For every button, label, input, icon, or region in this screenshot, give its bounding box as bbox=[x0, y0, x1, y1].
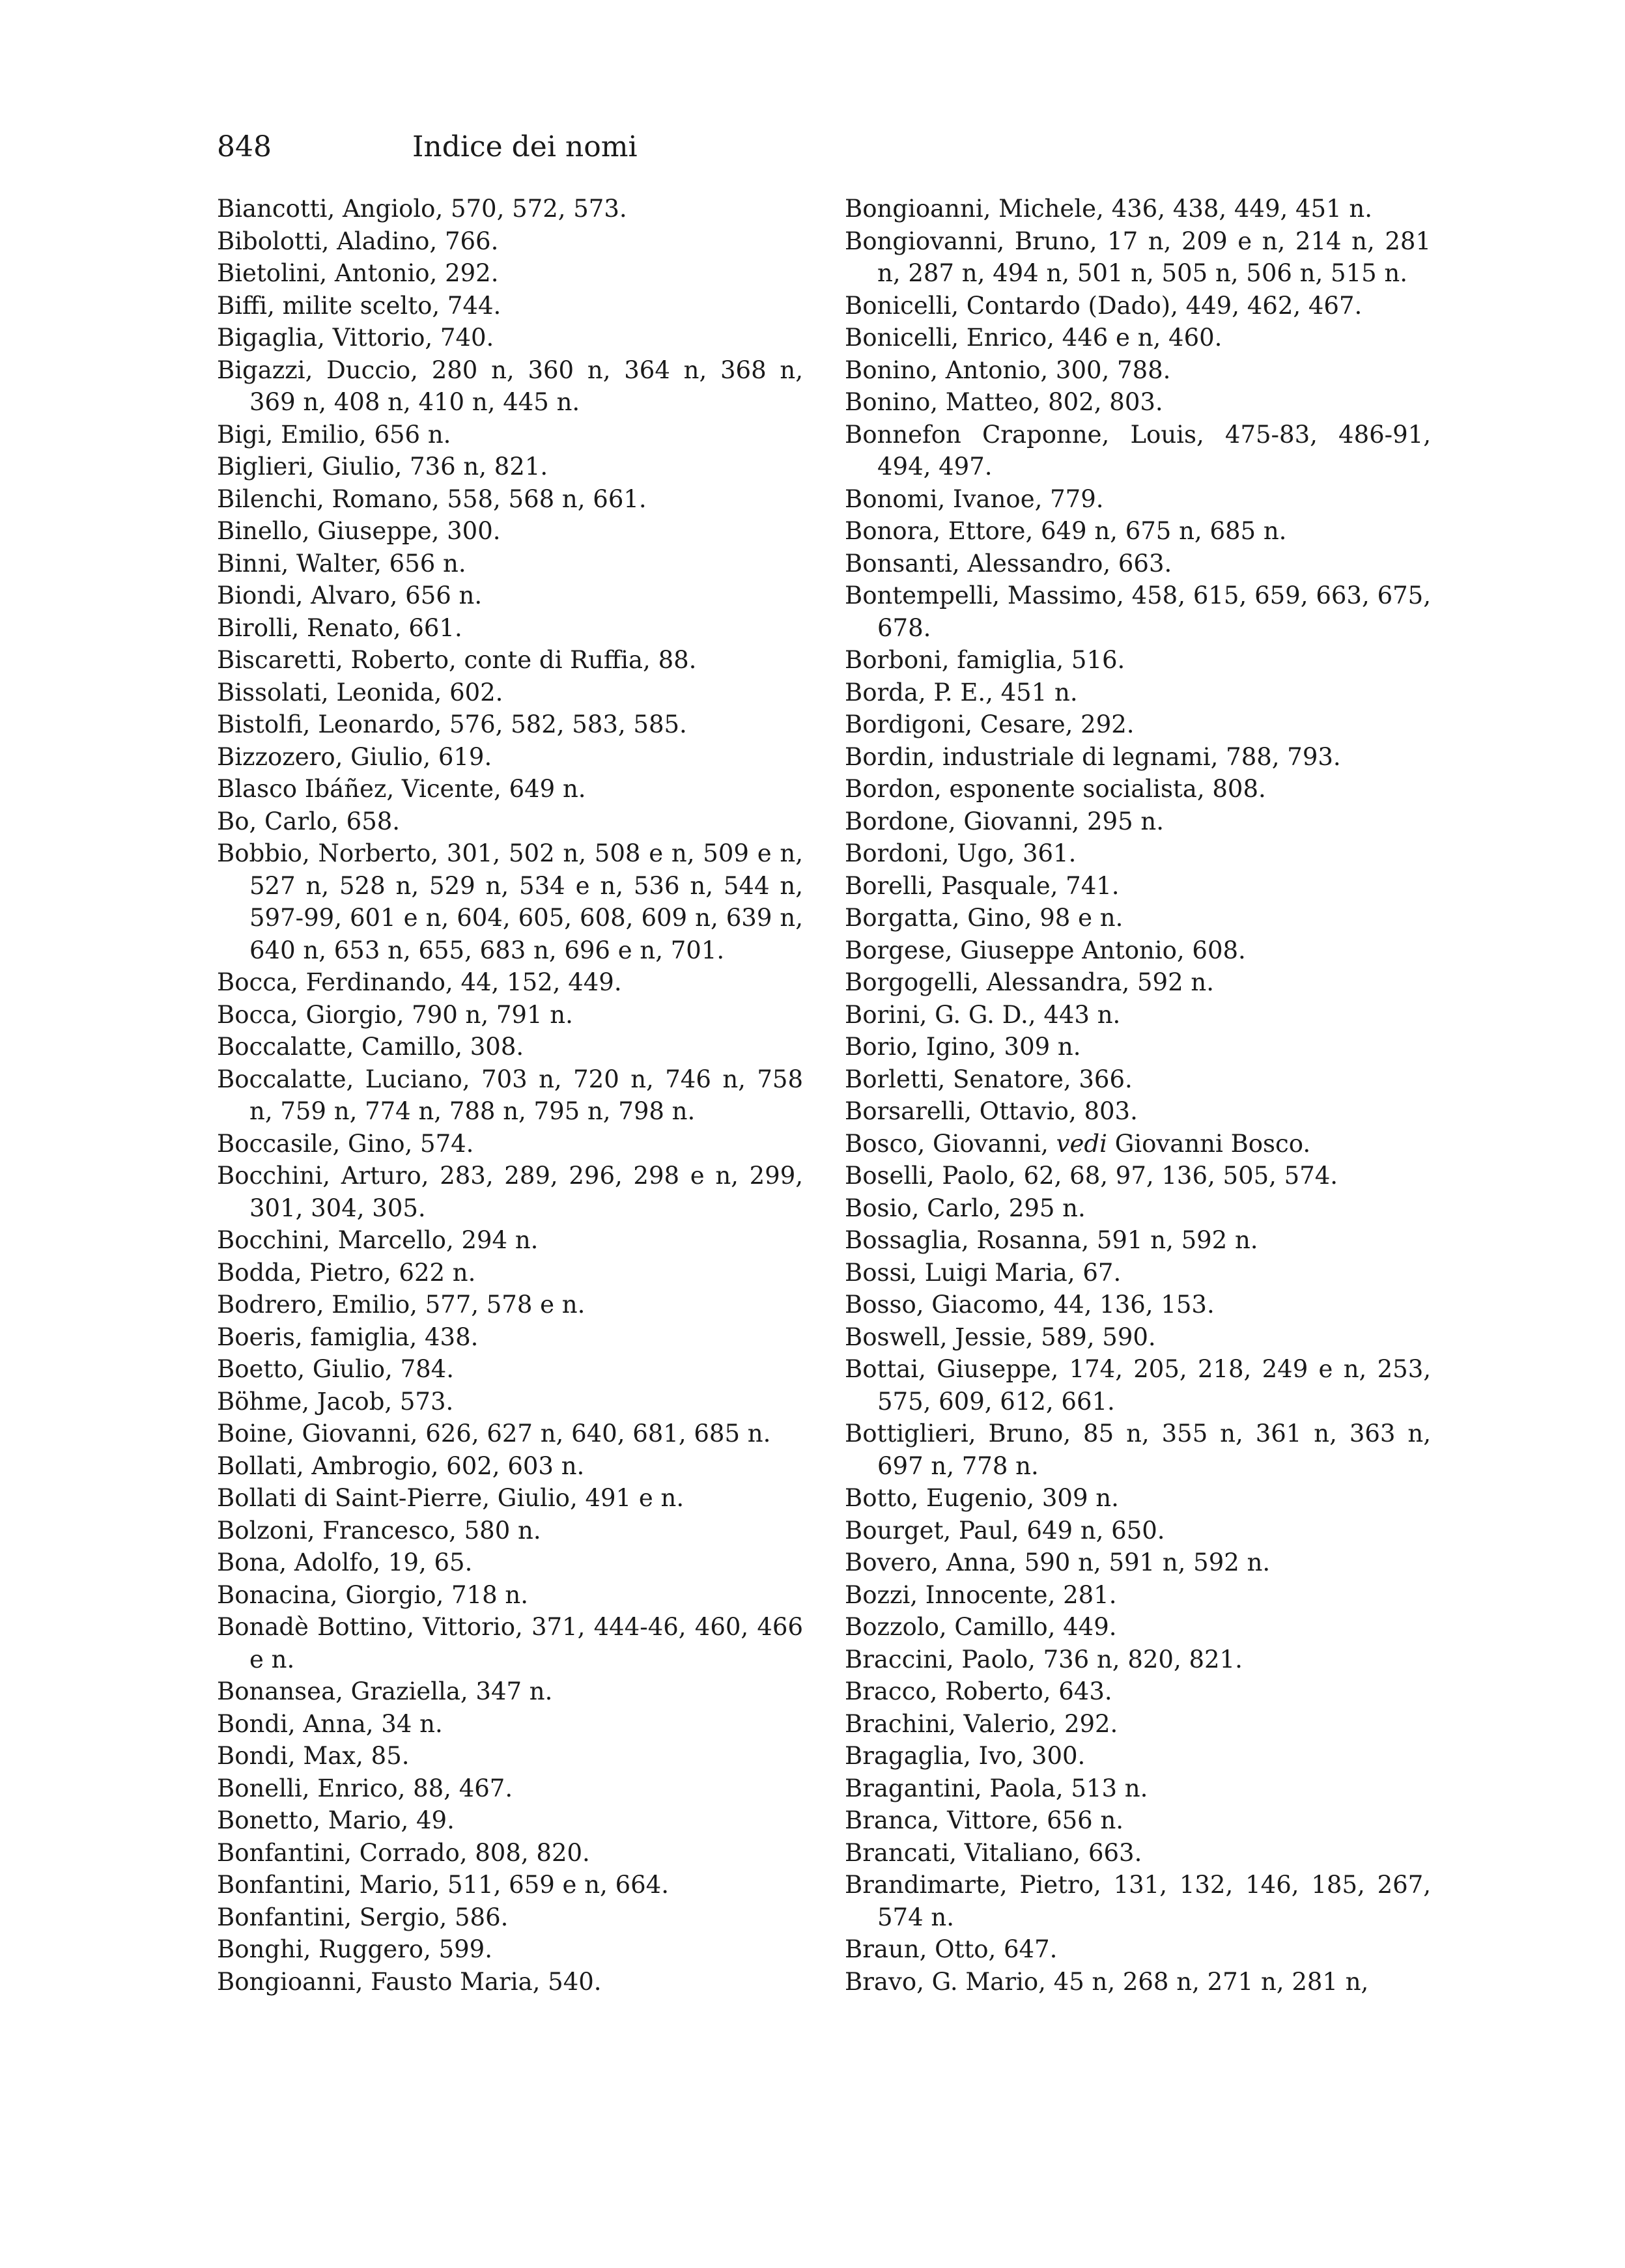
index-entry-text: Braccini, Paolo, 736 n, 820, 821. bbox=[845, 1645, 1243, 1673]
index-entry bbox=[217, 548, 803, 580]
index-entry-text: Bosso, Giacomo, 44, 136, 153. bbox=[845, 1291, 1215, 1319]
index-entry bbox=[217, 708, 803, 741]
index-entry-text: Bossi, Luigi Maria, 67. bbox=[845, 1258, 1122, 1287]
index-entry bbox=[217, 1321, 803, 1354]
index-entry bbox=[217, 1353, 803, 1386]
index-entry-text: Bollati, Ambrogio, 602, 603 n. bbox=[217, 1451, 585, 1480]
index-entry-text: Bonsanti, Alessandro, 663. bbox=[845, 549, 1172, 578]
index-entry bbox=[217, 1579, 803, 1612]
index-entry bbox=[845, 1933, 1431, 1966]
index-entry bbox=[845, 1128, 1431, 1160]
index-entry-text: Bondi, Max, 85. bbox=[217, 1742, 410, 1770]
index-entry bbox=[845, 934, 1431, 967]
index-entry bbox=[845, 644, 1431, 677]
index-entry-crossref: vedi bbox=[1056, 1129, 1107, 1158]
index-entry-text: Bobbio, Norberto, 301, 502 n, 508 e n, 509 e n, 527 n, 528 n, 529 n, 534 e n, 536 n, 544 n, 597-99, 601 e n, 604, 605, 608, 609 n, 639 n, 640 n, 653 n, 655, 683 n, 696 e n, 701. bbox=[217, 839, 803, 964]
index-entry bbox=[845, 1772, 1431, 1805]
index-entry bbox=[217, 741, 803, 774]
index-entry-text: Borini, G. G. D., 443 n. bbox=[845, 1000, 1121, 1029]
index-column-right bbox=[845, 193, 1431, 1998]
index-entry-text: Biancotti, Angiolo, 570, 572, 573. bbox=[217, 195, 627, 223]
index-entry-text: Bietolini, Antonio, 292. bbox=[217, 259, 499, 287]
index-entry bbox=[845, 515, 1431, 548]
index-entry-text: Botto, Eugenio, 309 n. bbox=[845, 1484, 1119, 1512]
index-entry bbox=[845, 1063, 1431, 1096]
index-entry bbox=[217, 1418, 803, 1450]
index-entry bbox=[217, 612, 803, 645]
index-entry bbox=[845, 837, 1431, 870]
index-entry-text: Borboni, famiglia, 516. bbox=[845, 646, 1125, 674]
index-entry bbox=[217, 644, 803, 677]
index-entry bbox=[845, 354, 1431, 387]
index-entry bbox=[217, 1450, 803, 1483]
index-entry bbox=[217, 322, 803, 354]
index-entry-text: Bosio, Carlo, 295 n. bbox=[845, 1194, 1086, 1222]
index-entry-text: Bracco, Roberto, 643. bbox=[845, 1677, 1112, 1705]
index-entry bbox=[845, 290, 1431, 322]
index-entry-text: Borletti, Senatore, 366. bbox=[845, 1065, 1133, 1093]
index-entry-text: Bolzoni, Francesco, 580 n. bbox=[217, 1516, 541, 1545]
index-entry-text: Bordoni, Ugo, 361. bbox=[845, 839, 1077, 867]
page-number: 848 bbox=[217, 130, 272, 163]
index-entry bbox=[217, 290, 803, 322]
index-entry-text: Braun, Otto, 647. bbox=[845, 1935, 1058, 1963]
index-entry bbox=[845, 677, 1431, 709]
index-entry bbox=[845, 1675, 1431, 1708]
index-entry bbox=[217, 1611, 803, 1675]
index-entry bbox=[845, 1804, 1431, 1837]
index-entry bbox=[217, 1708, 803, 1741]
index-entry bbox=[845, 1611, 1431, 1644]
index-entry-text: Bizzozero, Giulio, 619. bbox=[217, 742, 492, 771]
index-entry bbox=[217, 1804, 803, 1837]
index-entry-text: Boccasile, Gino, 574. bbox=[217, 1129, 474, 1158]
index-entry-text: Biffi, milite scelto, 744. bbox=[217, 291, 502, 320]
index-entry-text: Boselli, Paolo, 62, 68, 97, 136, 505, 574. bbox=[845, 1162, 1338, 1190]
index-entry bbox=[217, 1869, 803, 1901]
index-entry-text: Bigi, Emilio, 656 n. bbox=[217, 420, 451, 449]
index-entry bbox=[845, 1192, 1431, 1225]
index-entry-text: Biscaretti, Roberto, conte di Ruffia, 88. bbox=[217, 646, 697, 674]
index-entry-text: Bonomi, Ivanoe, 779. bbox=[845, 484, 1104, 513]
index-entry-text: Boswell, Jessie, 589, 590. bbox=[845, 1323, 1156, 1351]
index-entry bbox=[845, 548, 1431, 580]
index-entry-text: Bravo, G. Mario, 45 n, 268 n, 271 n, 281 n, bbox=[845, 1967, 1369, 1996]
index-entry-text: Birolli, Renato, 661. bbox=[217, 613, 462, 642]
index-entry-text: Bordone, Giovanni, 295 n. bbox=[845, 807, 1164, 835]
index-entry bbox=[217, 225, 803, 258]
index-entry-text: Biondi, Alvaro, 656 n. bbox=[217, 581, 483, 609]
index-entry bbox=[845, 1257, 1431, 1289]
index-entry-text: Bonino, Antonio, 300, 788. bbox=[845, 356, 1171, 384]
index-entry-text: Bonora, Ettore, 649 n, 675 n, 685 n. bbox=[845, 517, 1287, 545]
index-entry bbox=[845, 870, 1431, 903]
index-entry-text: Bonfantini, Mario, 511, 659 e n, 664. bbox=[217, 1871, 669, 1899]
index-entry-text: Bordin, industriale di legnami, 788, 793. bbox=[845, 742, 1341, 771]
index-entry-text: Brachini, Valerio, 292. bbox=[845, 1709, 1118, 1738]
index-entry bbox=[217, 805, 803, 838]
index-entry bbox=[845, 1515, 1431, 1547]
index-entry-text: Bovero, Anna, 590 n, 591 n, 592 n. bbox=[845, 1548, 1271, 1576]
index-entry-text: Bonadè Bottino, Vittorio, 371, 444-46, 460, 466 e n. bbox=[217, 1613, 803, 1673]
index-entry-text: Bontempelli, Massimo, 458, 615, 659, 663, 675, 678. bbox=[845, 581, 1431, 642]
index-entry bbox=[217, 1128, 803, 1160]
index-entry bbox=[845, 1869, 1431, 1933]
index-entry bbox=[217, 515, 803, 548]
index-entry-text: Boetto, Giulio, 784. bbox=[217, 1355, 454, 1383]
index-entry-text: Bonetto, Mario, 49. bbox=[217, 1806, 455, 1834]
index-entry bbox=[845, 805, 1431, 838]
index-entry bbox=[217, 483, 803, 516]
index-entry bbox=[217, 1257, 803, 1289]
index-entry-text: Bongioanni, Fausto Maria, 540. bbox=[217, 1967, 602, 1996]
index-entry bbox=[217, 677, 803, 709]
index-entry-text: Binni, Walter, 656 n. bbox=[217, 549, 466, 578]
index-entry bbox=[845, 386, 1431, 419]
index-entry-text: Blasco Ibáñez, Vicente, 649 n. bbox=[217, 775, 586, 803]
index-entry-text: Borelli, Pasquale, 741. bbox=[845, 871, 1120, 900]
index-entry-text: Bocchini, Marcello, 294 n. bbox=[217, 1226, 539, 1254]
index-entry bbox=[217, 451, 803, 483]
index-entry-text: Bocchini, Arturo, 283, 289, 296, 298 e n, 299, 301, 304, 305. bbox=[217, 1162, 803, 1222]
index-entry bbox=[845, 1353, 1431, 1418]
index-entry-text: Bistolfi, Leonardo, 576, 582, 583, 585. bbox=[217, 710, 687, 738]
index-entry-text: Bosco, Giovanni, bbox=[845, 1129, 1056, 1158]
index-entry-text: Boine, Giovanni, 626, 627 n, 640, 681, 685 n. bbox=[217, 1420, 771, 1448]
index-entry-text: Bigazzi, Duccio, 280 n, 360 n, 364 n, 368 n, 369 n, 408 n, 410 n, 445 n. bbox=[217, 356, 803, 416]
index-entry-text: Bigaglia, Vittorio, 740. bbox=[217, 324, 494, 352]
index-entry bbox=[845, 1547, 1431, 1579]
index-entry bbox=[217, 1837, 803, 1869]
index-entry bbox=[845, 1837, 1431, 1869]
index-entry bbox=[845, 902, 1431, 934]
index-entry bbox=[845, 322, 1431, 354]
index-entry bbox=[217, 773, 803, 805]
running-title: Indice dei nomi bbox=[412, 130, 638, 163]
index-entry bbox=[217, 1224, 803, 1257]
index-entry-text: Bonicelli, Enrico, 446 e n, 460. bbox=[845, 324, 1222, 352]
index-entry bbox=[845, 225, 1431, 290]
index-entry-text: Bonghi, Ruggero, 599. bbox=[217, 1935, 492, 1963]
index-entry bbox=[217, 1740, 803, 1772]
index-entry-text: Bocca, Giorgio, 790 n, 791 n. bbox=[217, 1000, 573, 1029]
index-entry bbox=[845, 1740, 1431, 1772]
index-entry-text: Binello, Giuseppe, 300. bbox=[217, 517, 501, 545]
index-entry-text: Bossaglia, Rosanna, 591 n, 592 n. bbox=[845, 1226, 1258, 1254]
index-entry bbox=[845, 580, 1431, 644]
index-entry-text: Bozzolo, Camillo, 449. bbox=[845, 1613, 1117, 1641]
index-entry bbox=[845, 741, 1431, 774]
index-entry-text: Bragaglia, Ivo, 300. bbox=[845, 1742, 1086, 1770]
index-entry-text: Bo, Carlo, 658. bbox=[217, 807, 401, 835]
index-entry-text: Boccalatte, Camillo, 308. bbox=[217, 1033, 524, 1061]
index-entry-text: Bottiglieri, Bruno, 85 n, 355 n, 361 n, 363 n, 697 n, 778 n. bbox=[845, 1420, 1431, 1480]
index-entry-text: Brancati, Vitaliano, 663. bbox=[845, 1838, 1142, 1867]
index-entry bbox=[845, 1160, 1431, 1192]
index-entry bbox=[845, 1579, 1431, 1612]
index-entry bbox=[845, 1966, 1431, 1998]
index-entry bbox=[217, 193, 803, 225]
index-entry bbox=[217, 257, 803, 290]
index-entry-text: Bonfantini, Sergio, 586. bbox=[217, 1903, 509, 1931]
index-entry bbox=[845, 966, 1431, 999]
index-entry bbox=[217, 1547, 803, 1579]
index-entry bbox=[217, 1031, 803, 1063]
index-entry bbox=[217, 419, 803, 451]
index-entry-text: Böhme, Jacob, 573. bbox=[217, 1387, 454, 1416]
index-entry bbox=[845, 1289, 1431, 1321]
index-entry-text: Bondi, Anna, 34 n. bbox=[217, 1709, 443, 1738]
index-entry-text: Bocca, Ferdinando, 44, 152, 449. bbox=[217, 968, 622, 996]
index-entry-text: Bodda, Pietro, 622 n. bbox=[217, 1258, 476, 1287]
index-entry-text: Bourget, Paul, 649 n, 650. bbox=[845, 1516, 1165, 1545]
index-entry bbox=[217, 1966, 803, 1998]
index-entry-text: Bonicelli, Contardo (Dado), 449, 462, 467. bbox=[845, 291, 1363, 320]
index-entry bbox=[845, 1644, 1431, 1676]
index-entry bbox=[217, 354, 803, 419]
index-entry bbox=[217, 999, 803, 1031]
index-entry-text: Branca, Vittore, 656 n. bbox=[845, 1806, 1124, 1834]
index-entry-text: Bibolotti, Aladino, 766. bbox=[217, 227, 499, 255]
index-entry-text: Bordon, esponente socialista, 808. bbox=[845, 775, 1266, 803]
index-entry-text: Bragantini, Paola, 513 n. bbox=[845, 1774, 1148, 1802]
index-entry bbox=[217, 1386, 803, 1418]
index-entry bbox=[217, 1289, 803, 1321]
index-entry-text: Bonnefon Craponne, Louis, 475-83, 486-91, 494, 497. bbox=[845, 420, 1431, 481]
index-entry-text: Bordigoni, Cesare, 292. bbox=[845, 710, 1135, 738]
index-entry-text: Bongioanni, Michele, 436, 438, 449, 451 n. bbox=[845, 195, 1372, 223]
index-entry-text: Bonacina, Giorgio, 718 n. bbox=[217, 1580, 528, 1609]
index-entry bbox=[217, 1675, 803, 1708]
index-entry-text: Bottai, Giuseppe, 174, 205, 218, 249 e n, 253, 575, 609, 612, 661. bbox=[845, 1355, 1431, 1416]
index-entry bbox=[845, 1708, 1431, 1741]
index-entry-target: Giovanni Bosco. bbox=[1107, 1129, 1311, 1158]
index-entry-text: Bona, Adolfo, 19, 65. bbox=[217, 1548, 473, 1576]
index-entry-text: Boeris, famiglia, 438. bbox=[217, 1323, 479, 1351]
index-entry bbox=[845, 773, 1431, 805]
index-entry-text: Borgese, Giuseppe Antonio, 608. bbox=[845, 936, 1246, 964]
index-entry-text: Borda, P. E., 451 n. bbox=[845, 678, 1078, 707]
index-entry-text: Bonino, Matteo, 802, 803. bbox=[845, 388, 1163, 416]
index-entry bbox=[845, 483, 1431, 516]
index-entry-text: Bilenchi, Romano, 558, 568 n, 661. bbox=[217, 484, 647, 513]
index-entry-text: Bonansea, Graziella, 347 n. bbox=[217, 1677, 553, 1705]
index-entry-text: Bodrero, Emilio, 577, 578 e n. bbox=[217, 1291, 586, 1319]
index-entry bbox=[217, 580, 803, 612]
index-entry bbox=[845, 1224, 1431, 1257]
index-entry-text: Bonelli, Enrico, 88, 467. bbox=[217, 1774, 513, 1802]
index-entry bbox=[845, 999, 1431, 1031]
index-entry-text: Bollati di Saint-Pierre, Giulio, 491 e n. bbox=[217, 1484, 685, 1512]
index-entry bbox=[217, 966, 803, 999]
index-entry bbox=[217, 1772, 803, 1805]
index-entry-text: Borgatta, Gino, 98 e n. bbox=[845, 904, 1123, 932]
index-entry bbox=[217, 1515, 803, 1547]
index-column-left bbox=[217, 193, 803, 1998]
index-entry bbox=[845, 1418, 1431, 1482]
index-entry bbox=[217, 1063, 803, 1128]
index-entry-text: Bissolati, Leonida, 602. bbox=[217, 678, 503, 707]
index-entry bbox=[845, 1482, 1431, 1515]
index-entry bbox=[845, 1031, 1431, 1063]
index-entry-text: Borsarelli, Ottavio, 803. bbox=[845, 1097, 1138, 1125]
index-entry bbox=[217, 1482, 803, 1515]
index-entry-text: Bongiovanni, Bruno, 17 n, 209 e n, 214 n, 281 n, 287 n, 494 n, 501 n, 505 n, 506 n, 515 n. bbox=[845, 227, 1431, 287]
index-entry bbox=[845, 1321, 1431, 1354]
index-entry-text: Borgogelli, Alessandra, 592 n. bbox=[845, 968, 1214, 996]
index-entry bbox=[217, 1901, 803, 1934]
index-entry bbox=[217, 1933, 803, 1966]
index-entry bbox=[217, 837, 803, 966]
index-entry-text: Bozzi, Innocente, 281. bbox=[845, 1580, 1117, 1609]
index-entry-text: Bonfantini, Corrado, 808, 820. bbox=[217, 1838, 590, 1867]
index-entry-text: Boccalatte, Luciano, 703 n, 720 n, 746 n, 758 n, 759 n, 774 n, 788 n, 795 n, 798 n. bbox=[217, 1065, 803, 1125]
index-entry bbox=[217, 1160, 803, 1224]
index-entry bbox=[845, 419, 1431, 483]
index-entry bbox=[845, 1095, 1431, 1128]
index-entry bbox=[845, 193, 1431, 225]
index-entry-text: Borio, Igino, 309 n. bbox=[845, 1033, 1081, 1061]
index-entry-text: Biglieri, Giulio, 736 n, 821. bbox=[217, 453, 548, 481]
index-entry-text: Brandimarte, Pietro, 131, 132, 146, 185, 267, 574 n. bbox=[845, 1871, 1431, 1931]
index-entry bbox=[845, 708, 1431, 741]
